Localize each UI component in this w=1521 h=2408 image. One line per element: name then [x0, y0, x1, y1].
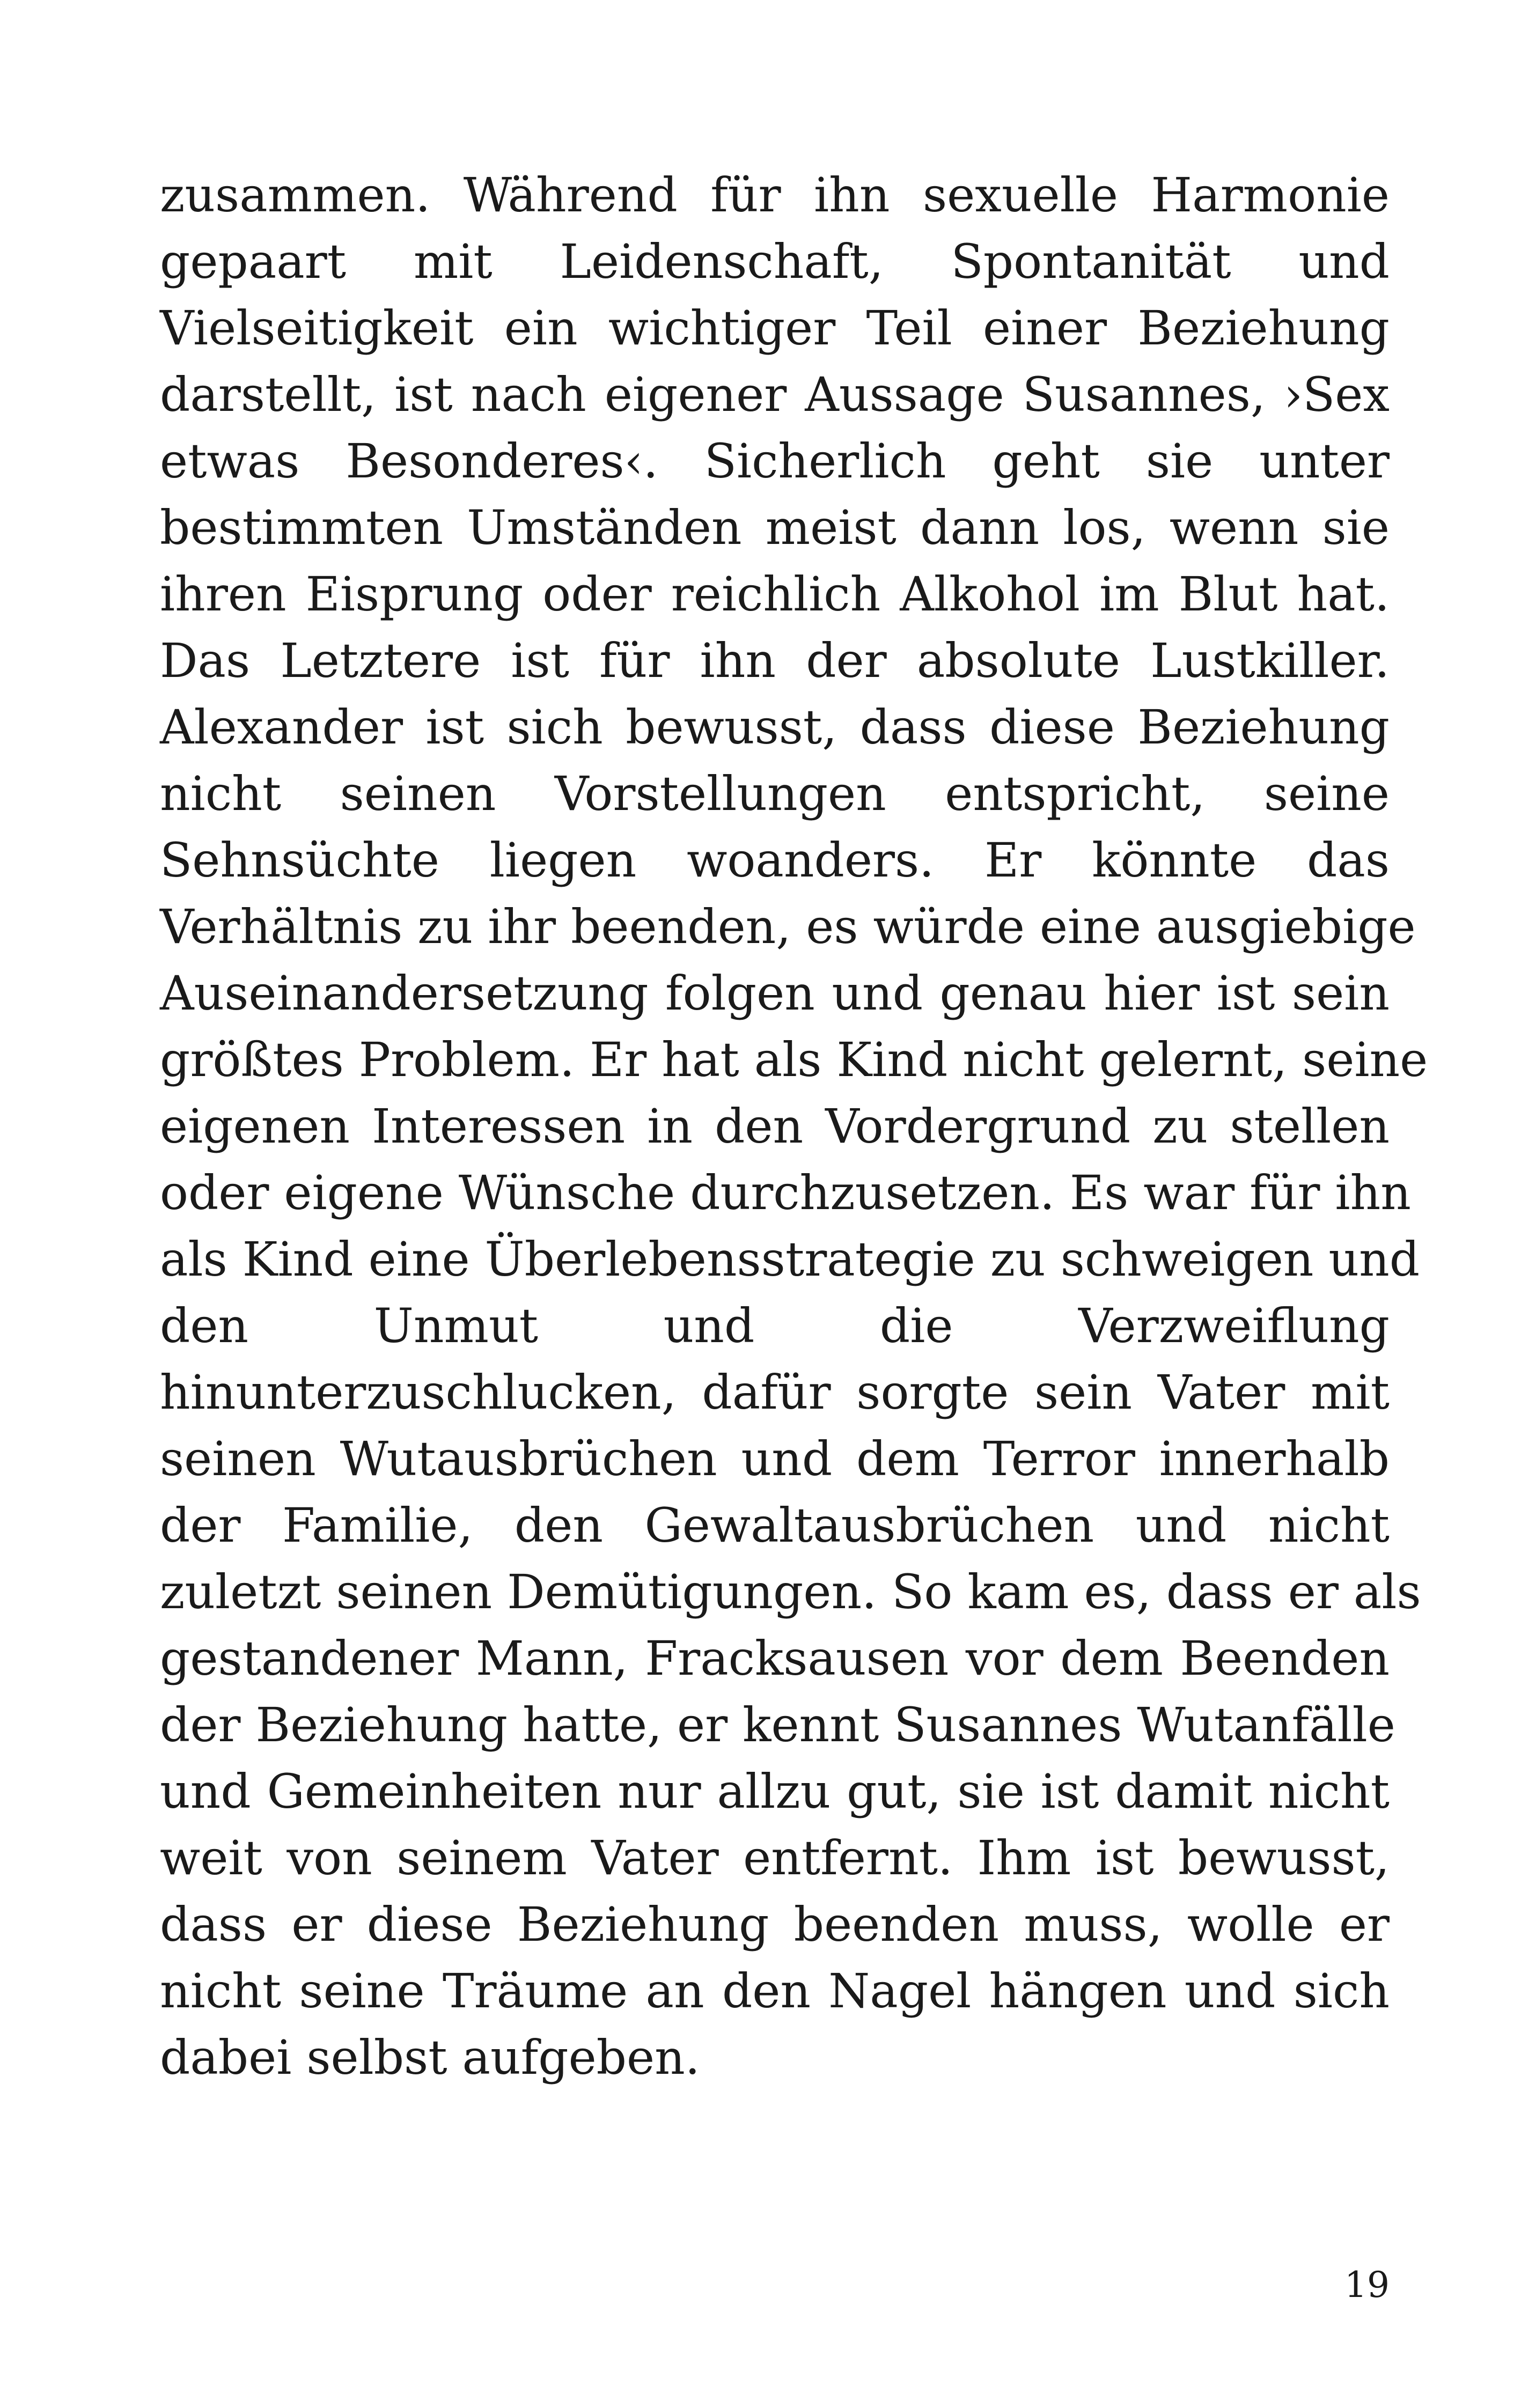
- text-line: der Familie, den Gewaltausbrüchen und nicht: [160, 1498, 1390, 1553]
- text-line: gepaart mit Leidenschaft, Spontanität und: [160, 234, 1390, 289]
- text-line: ihren Eisprung oder reichlich Alkohol im Blut hat.: [160, 566, 1390, 622]
- text-line: zusammen. Während für ihn sexuelle Harmonie: [160, 167, 1390, 223]
- page-number: 19: [1344, 2264, 1390, 2306]
- text-line: hinunterzuschlucken, dafür sorgte sein Vater mit: [160, 1365, 1390, 1420]
- text-line: zuletzt seinen Demütigungen. So kam es, dass er als: [160, 1564, 1421, 1619]
- text-line: Auseinandersetzung folgen und genau hier ist sein: [160, 966, 1390, 1021]
- text-line: Verhältnis zu ihr beenden, es würde eine ausgiebige: [160, 899, 1416, 954]
- text-line: nicht seinen Vorstellungen entspricht, seine: [160, 766, 1390, 821]
- text-line: seinen Wutausbrüchen und dem Terror innerhalb: [160, 1431, 1390, 1486]
- text-line: Vielseitigkeit ein wichtiger Teil einer Beziehung: [160, 300, 1390, 356]
- text-line: darstellt, ist nach eigener Aussage Susannes, ›Sex: [160, 367, 1390, 422]
- text-line: weit von seinem Vater entfernt. Ihm ist bewusst,: [160, 1830, 1390, 1886]
- text-line: eigenen Interessen in den Vordergrund zu stellen: [160, 1099, 1390, 1154]
- text-line: dass er diese Beziehung beenden muss, wolle er: [160, 1897, 1390, 1952]
- text-line: etwas Besonderes‹. Sicherlich geht sie unter: [160, 433, 1390, 489]
- text-line: Alexander ist sich bewusst, dass diese Beziehung: [160, 699, 1390, 755]
- text-line: und Gemeinheiten nur allzu gut, sie ist damit nicht: [160, 1764, 1390, 1819]
- text-line: der Beziehung hatte, er kennt Susannes Wutanfälle: [160, 1697, 1395, 1752]
- text-line: bestimmten Umständen meist dann los, wenn sie: [160, 500, 1390, 555]
- text-line: dabei selbst aufgeben.: [160, 2030, 700, 2085]
- text-line: Sehnsüchte liegen woanders. Er könnte das: [160, 833, 1390, 888]
- text-line: nicht seine Träume an den Nagel hängen und sich: [160, 1963, 1390, 2019]
- text-line: als Kind eine Überlebensstrategie zu schweigen und: [160, 1232, 1420, 1287]
- text-line: oder eigene Wünsche durchzusetzen. Es war für ihn: [160, 1165, 1411, 1220]
- text-line: gestandener Mann, Fracksausen vor dem Beenden: [160, 1631, 1390, 1686]
- text-line: Das Letztere ist für ihn der absolute Lustkiller.: [160, 633, 1390, 688]
- body-text: [160, 162, 1428, 2091]
- text-line: den Unmut und die Verzweiflung: [160, 1298, 1390, 1353]
- text-line: größtes Problem. Er hat als Kind nicht gelernt, seine: [160, 1032, 1428, 1087]
